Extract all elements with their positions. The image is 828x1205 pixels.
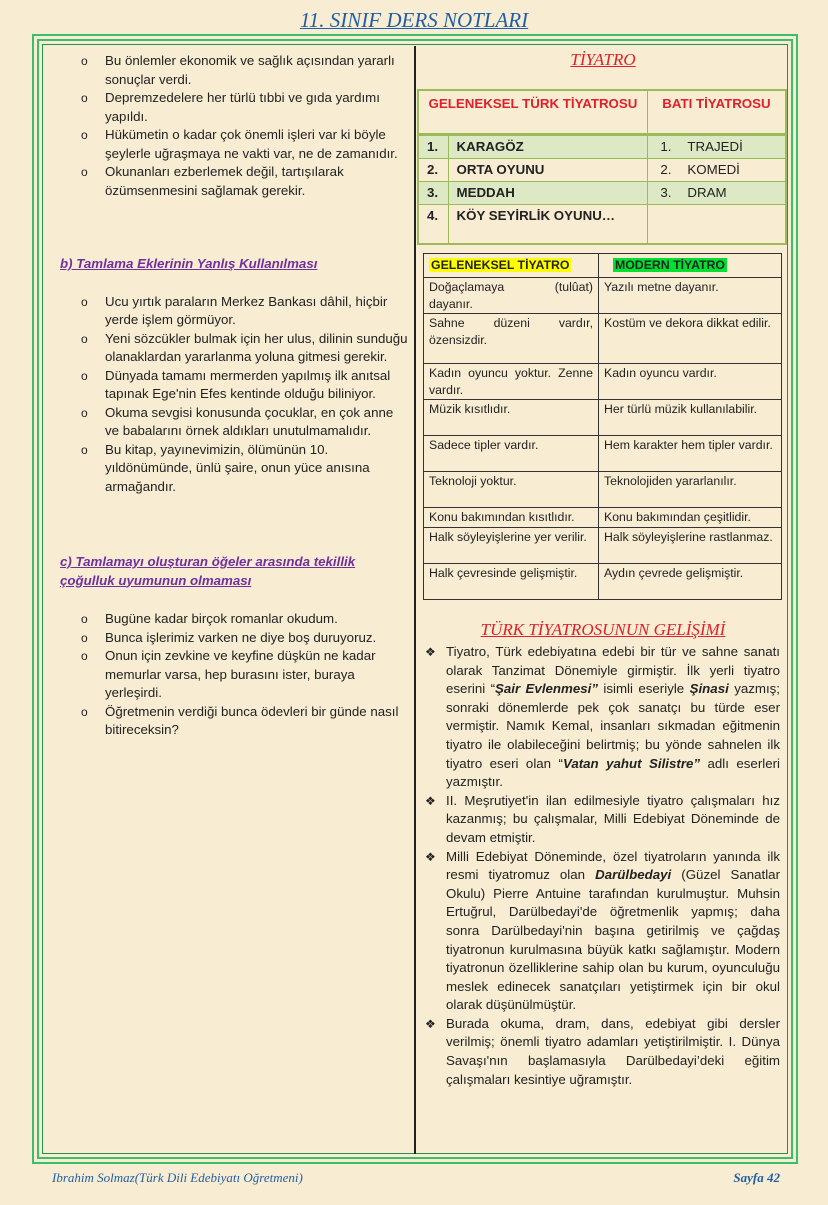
table-cell: KOMEDİ xyxy=(679,158,786,181)
table-cell: Doğaçlamaya (tulûat) dayanır. xyxy=(424,278,599,314)
table-cell: Kadın oyuncu vardır. xyxy=(599,364,782,400)
column-divider xyxy=(414,46,416,1154)
table-cell: 3. xyxy=(418,181,448,204)
list-item: o Depremzedelere her türlü tıbbi ve gıda yardımı yapıldı. xyxy=(105,89,410,126)
table-cell: Halk söyleyişlerine rastlanmaz. xyxy=(599,527,782,563)
table-cell xyxy=(679,204,786,244)
table-cell: Teknolojiden yararlanılır. xyxy=(599,472,782,508)
emphasis-text: Vatan yahut Silistre” xyxy=(562,755,701,771)
table-row xyxy=(424,527,782,563)
table-cell: MEDDAH xyxy=(448,181,647,204)
table-cell: Hem karakter hem tipler vardır. xyxy=(599,436,782,472)
emphasis-text: Şair Evlenmesi” xyxy=(495,681,598,697)
table-cell: 2. xyxy=(418,158,448,181)
table-cell: TRAJEDİ xyxy=(679,134,786,158)
list-item: o Okuma sevgisi konusunda çocuklar, en çok anne ve babalarını örnek aldıkları unutulmamalıdır. xyxy=(105,404,410,441)
table-cell: Kadın oyuncu yoktur. Zenne vardır. xyxy=(424,364,599,400)
heading-b: b) Tamlama Eklerinin Yanlış Kullanılması xyxy=(60,256,318,271)
bullet-paragraph xyxy=(423,792,780,848)
header-traditional-theatre xyxy=(424,254,599,278)
text-segment: II. Meşrutiyet'in ilan edilmesiyle tiyatro çalışmaları hız kazanmış; bu çalışmalar, Milli Edebiyat Döneminde de devam etmiştir. xyxy=(446,792,780,845)
heading-c: c) Tamlamayı oluşturan öğeler arasında tekillik çoğulluk uyumunun olmaması xyxy=(60,554,356,588)
comparison-table xyxy=(423,253,782,600)
emphasis-text: Darülbedayi xyxy=(595,867,672,883)
list-a-section xyxy=(60,52,410,200)
table-row xyxy=(424,436,782,472)
table-row xyxy=(424,400,782,436)
table-cell: ORTA OYUNU xyxy=(448,158,647,181)
bullet-paragraph xyxy=(423,643,780,792)
table-cell: KÖY SEYİRLİK OYUNU… xyxy=(448,204,647,244)
diamond-bullet-icon: ❖ xyxy=(425,1016,436,1031)
table-cell: 2. xyxy=(647,158,679,181)
text-segment: Tiyatro, Türk edebiyatına edebi bir tür ve sahne sanatı olarak Tanzimat Dönemiyle girmiştir. İlk yerli tiyatro eserini “ xyxy=(446,644,780,697)
table-row xyxy=(424,314,782,364)
table-cell: Müzik kısıtlıdır. xyxy=(424,400,599,436)
footer-author: Ibrahim Solmaz(Türk Dili Edebiyatı Oğretmeni) xyxy=(52,1170,303,1185)
table-cell: 4. xyxy=(418,204,448,244)
table-cell: Yazılı metne dayanır. xyxy=(599,278,782,314)
table-cell: KARAGÖZ xyxy=(448,134,647,158)
emphasis-text: Şinasi xyxy=(689,681,729,697)
highlight-yellow: GELENEKSEL TİYATRO xyxy=(431,258,570,272)
text-segment: Milli Edebiyat Döneminde, özel tiyatroların yanında ilk resmi tiyatromuz olan xyxy=(446,848,780,883)
list-item: o Dünyada tamamı mermerden yapılmış ilk anıtsal tapınak Ege'nin Efes kentinde olduğu biliniyor. xyxy=(105,367,410,404)
table-cell: 1. xyxy=(418,134,448,158)
table-cell: Aydın çevrede gelişmiştir. xyxy=(599,563,782,599)
list-item: o Bugüne kadar birçok romanlar okudum. xyxy=(105,610,410,629)
list-c-section xyxy=(60,553,410,740)
diamond-bullet-icon: ❖ xyxy=(425,793,436,808)
table-row xyxy=(424,472,782,508)
list-item: o Bunca işlerimiz varken ne diye boş duruyoruz. xyxy=(105,629,410,648)
table-cell: Halk çevresinde gelişmiştir. xyxy=(424,563,599,599)
list-item: o Öğretmenin verdiği bunca ödevleri bir günde nasıl bitireceksin? xyxy=(105,703,410,740)
list-item: o Onun için zevkine ve keyfine düşkün ne kadar memurlar varsa, hep burasını ister, buraya yerleşirdi. xyxy=(105,647,410,703)
text-segment: Burada okuma, dram, dans, edebiyat gibi dersler verilmiş; önemli tiyatro adamları yetiştirilmiştir. I. Dünya Savaşı'nın başlamasıyla Darülbedayi’deki eğitim çalışmaları kesintiye uğramıştır. xyxy=(446,1015,780,1087)
diamond-bullet-icon: ❖ xyxy=(425,645,436,659)
table-row xyxy=(424,563,782,599)
text-segment: adlı eserleri yazmıştır. xyxy=(446,755,780,790)
table-row xyxy=(418,158,786,181)
table-cell: Halk söyleyişlerine yer verilir. xyxy=(424,527,599,563)
table-cell: Teknoloji yoktur. xyxy=(424,472,599,508)
table-row xyxy=(418,134,786,158)
table-cell: Konu bakımından kısıtlıdır. xyxy=(424,508,599,528)
table-cell: 1. xyxy=(647,134,679,158)
highlight-green: MODERN TİYATRO xyxy=(615,258,725,272)
tiyatro-types-table xyxy=(417,89,787,245)
list-item: o Hükümetin o kadar çok önemli işleri var ki böyle şeylerle uğraşmaya ne vakti var, ne de zamanıdır. xyxy=(105,126,410,163)
bullet-paragraph xyxy=(423,1015,780,1089)
diamond-bullet-icon: ❖ xyxy=(425,849,436,864)
text-segment: yazmış; sonraki dönemlerde pek çok sanatçı bu türde eser vermiştir. Namık Kemal, insanları sıkmadan eğitmenin tiyatro ile olabileceğini belirtmiş; bu yönde sahnelen ilk tiyatro eseri olan “ xyxy=(446,681,780,771)
page-header-title: 11. SINIF DERS NOTLARI xyxy=(299,8,529,32)
footer-page-number: Sayfa 42 xyxy=(733,1170,780,1185)
list-item: o Okunanları ezberlemek değil, tartışılarak özümsenmesini sağlamak gerekir. xyxy=(105,163,410,200)
table-cell: 3. xyxy=(647,181,679,204)
table-cell: Sadece tipler vardır. xyxy=(424,436,599,472)
example-list-c xyxy=(60,610,410,740)
tiyatro-title: TİYATRO xyxy=(570,50,636,69)
list-item: o Yeni sözcükler bulmak için her ulus, dilinin sunduğu olanaklardan yararlanma yoluna gitmesi gerekir. xyxy=(105,330,410,367)
header-western: BATI TİYATROSU xyxy=(647,90,786,134)
bullet-paragraph xyxy=(423,848,780,1015)
list-b-section xyxy=(60,255,410,496)
table-cell: DRAM xyxy=(679,181,786,204)
list-item: o Bu önlemler ekonomik ve sağlık açısından yararlı sonuçlar verdi. xyxy=(105,52,410,89)
gelisim-title: TÜRK TİYATROSUNUN GELİŞİMİ xyxy=(480,620,726,639)
table-cell: Konu bakımından çeşitlidir. xyxy=(599,508,782,528)
table-row xyxy=(424,508,782,528)
table-cell: Kostüm ve dekora dikkat edilir. xyxy=(599,314,782,364)
header-traditional: GELENEKSEL TÜRK TİYATROSU xyxy=(418,90,647,134)
table-row xyxy=(424,278,782,314)
table-cell: Her türlü müzik kullanılabilir. xyxy=(599,400,782,436)
table-row xyxy=(424,364,782,400)
text-segment: isimli eseriyle xyxy=(598,681,690,697)
table-cell: Sahne düzeni vardır, özensizdir. xyxy=(424,314,599,364)
table-cell xyxy=(647,204,679,244)
gelisim-section xyxy=(423,643,780,1089)
table-row xyxy=(418,204,786,244)
list-item: o Ucu yırtık paraların Merkez Bankası dâhil, hiçbir yerde işlem görmüyor. xyxy=(105,293,410,330)
table-row xyxy=(418,181,786,204)
example-list-a xyxy=(60,52,410,200)
text-segment: (Güzel Sanatlar Okulu) Pierre Antuine tarafından kurulmuştur. Muhsin Ertuğrul, Darülbedayi'de öğretmenlik yapmış; daha sonra Darülbedayi'nin başına getirilmiş ve çağdaş tiyatronun kurulmasına büyük katkı sağlamıştır. Modern tiyatronun özelliklerine sahip olan bu kurum, oyunculuğu meslek edinecek sanatçıları yetiştirmek için bir okul olarak düşünülmüştür. xyxy=(446,867,781,1013)
example-list-b xyxy=(60,293,410,497)
list-item: o Bu kitap, yayınevimizin, ölümünün 10. yıldönümünde, ünlü şaire, onun yüce anısına armağandır. xyxy=(105,441,410,497)
header-modern-theatre xyxy=(599,254,782,278)
